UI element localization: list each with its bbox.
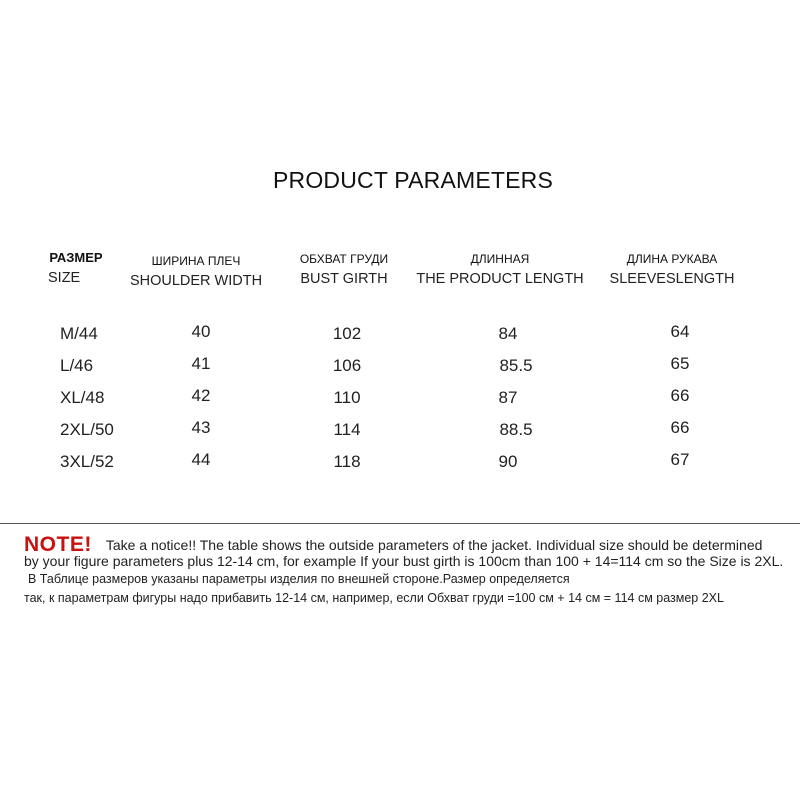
note-line-1: Take a notice!! The table shows the outside parameters of the jacket. Individual size should be determined — [105, 537, 763, 553]
cell-length: 85.5 — [499, 356, 533, 375]
header-size-en: SIZE — [48, 270, 81, 286]
cell-bust: 118 — [333, 452, 361, 471]
cell-sleeve: 66 — [670, 418, 690, 437]
header-shoulder-width-en: SHOULDER WIDTH — [129, 273, 263, 289]
divider — [0, 523, 800, 524]
header-bust-girth-ru: ОБХВАТ ГРУДИ — [299, 252, 389, 266]
cell-sleeve: 64 — [670, 322, 690, 341]
page-title: PRODUCT PARAMETERS — [272, 167, 554, 193]
cell-shoulder: 43 — [191, 418, 211, 437]
header-bust-girth — [286, 252, 402, 288]
header-sleeve-length-ru: ДЛИНА РУКАВА — [626, 252, 718, 266]
note-line-4: так, к параметрам фигуры надо прибавить 12-14 см, например, если Обхват груди =100 см + 14 см = 114 см размер 2XL — [24, 591, 724, 605]
header-product-length-en: THE PRODUCT LENGTH — [416, 271, 584, 287]
note-label: NOTE! — [24, 533, 92, 556]
cell-bust: 106 — [332, 356, 362, 375]
cell-size: L/46 — [60, 356, 94, 375]
header-size — [44, 251, 108, 287]
cell-sleeve: 65 — [670, 354, 690, 373]
cell-length: 84 — [498, 324, 518, 343]
cell-bust: 102 — [332, 324, 362, 343]
cell-size: M/44 — [60, 324, 98, 343]
cell-size: XL/48 — [60, 388, 105, 407]
cell-length: 88.5 — [499, 420, 533, 439]
note-line-2: by your figure parameters plus 12-14 cm, for example If your bust girth is 100cm than 100 + 14=114 cm so the Size is 2XL. — [24, 553, 784, 569]
header-shoulder-width-ru: ШИРИНА ПЛЕЧ — [151, 254, 241, 268]
cell-size: 3XL/52 — [60, 452, 114, 471]
cell-shoulder: 42 — [191, 386, 211, 405]
header-bust-girth-en: BUST GIRTH — [300, 271, 388, 287]
cell-shoulder: 40 — [191, 322, 211, 341]
cell-length: 87 — [498, 388, 518, 407]
cell-shoulder: 41 — [191, 354, 211, 373]
header-product-length-ru: ДЛИННАЯ — [470, 252, 530, 266]
header-sleeve-length-en: SLEEVESLENGTH — [609, 271, 735, 287]
note-line-3: В Таблице размеров указаны параметры изделия по внешней стороне.Размер определяется — [28, 572, 570, 586]
cell-sleeve: 66 — [670, 386, 690, 405]
header-size-ru: РАЗМЕР — [49, 250, 103, 265]
header-product-length — [410, 252, 590, 288]
header-sleeve-length — [604, 252, 740, 288]
cell-length: 90 — [498, 452, 518, 471]
header-shoulder-width — [126, 254, 266, 290]
cell-size: 2XL/50 — [60, 420, 114, 439]
cell-sleeve: 67 — [670, 450, 690, 469]
cell-bust: 110 — [333, 388, 361, 407]
cell-shoulder: 44 — [191, 450, 211, 469]
cell-bust: 114 — [333, 420, 361, 439]
